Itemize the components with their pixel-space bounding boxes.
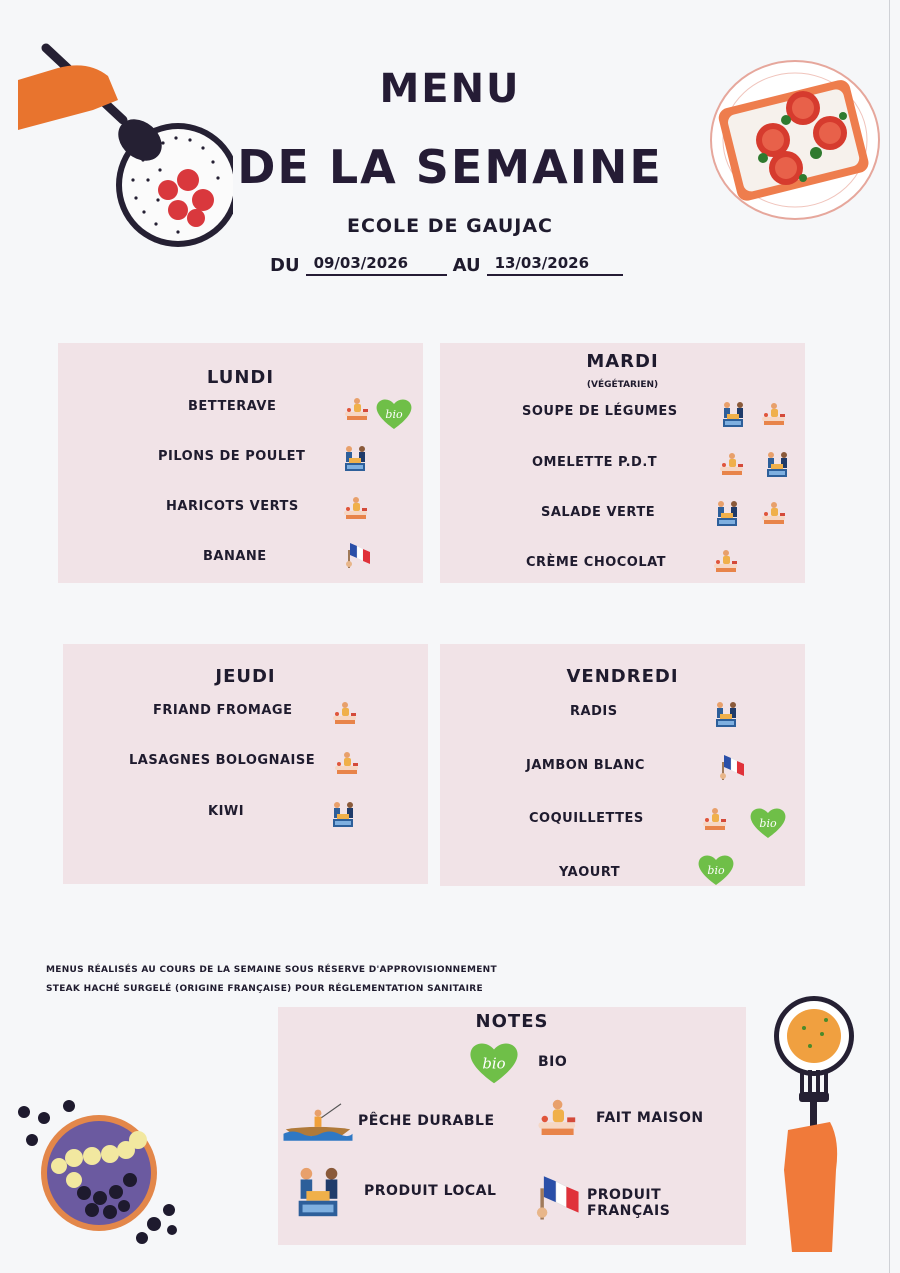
day-name: VENDREDI xyxy=(566,666,679,687)
dish-item: PILONS DE POULET xyxy=(158,449,306,464)
chef-cooking-icon xyxy=(716,450,746,480)
farmers-market-icon xyxy=(712,499,742,529)
chef-cooking-icon xyxy=(710,547,740,577)
legend-bio-label: BIO xyxy=(538,1054,568,1070)
day-card-jeudi xyxy=(63,644,428,884)
bio-heart-icon xyxy=(748,806,788,840)
title-line-1: MENU xyxy=(379,66,521,112)
legend-fait-maison-label: FAIT MAISON xyxy=(596,1110,704,1126)
dish-item: JAMBON BLANC xyxy=(526,758,645,773)
from-date: 09/03/2026 xyxy=(306,254,447,276)
legend-local-label: PRODUIT LOCAL xyxy=(364,1183,497,1199)
date-range xyxy=(270,254,623,276)
day-card-vendredi xyxy=(440,644,805,886)
chef-cooking-icon xyxy=(341,395,371,425)
fishing-boat-icon xyxy=(282,1097,354,1143)
chef-cooking-icon xyxy=(758,400,788,430)
day-card-lundi xyxy=(58,343,423,583)
dish-item: OMELETTE P.D.T xyxy=(532,455,658,470)
dish-item: COQUILLETTES xyxy=(529,811,644,826)
day-name: MARDI xyxy=(586,351,659,372)
dish-item: FRIAND FROMAGE xyxy=(153,703,293,718)
farmers-market-icon xyxy=(718,400,748,430)
dish-item: CRÈME CHOCOLAT xyxy=(526,555,667,570)
dish-item: RADIS xyxy=(570,704,618,719)
to-date: 13/03/2026 xyxy=(487,254,623,276)
dish-item: BANANE xyxy=(203,549,267,564)
bio-heart-icon xyxy=(696,853,736,887)
dish-item: SALADE VERTE xyxy=(541,505,656,520)
dish-item: BETTERAVE xyxy=(188,399,277,414)
chef-cooking-icon xyxy=(331,749,361,779)
french-flag-icon xyxy=(530,1169,582,1225)
bio-heart-icon xyxy=(466,1040,522,1086)
french-flag-icon xyxy=(716,752,746,782)
title-line-2: DE LA SEMAINE xyxy=(237,140,663,194)
legend-card xyxy=(278,1007,746,1245)
footnote-supply: MENUS RÉALISÉS AU COURS DE LA SEMAINE SOUS RÉSERVE D'APPROVISIONNEMENT xyxy=(46,965,497,975)
dish-item: HARICOTS VERTS xyxy=(166,499,299,514)
legend-peche-label: PÊCHE DURABLE xyxy=(358,1113,495,1129)
farmers-market-icon xyxy=(711,700,741,730)
french-flag-icon xyxy=(342,540,372,570)
school-name: ECOLE DE GAUJAC xyxy=(346,215,553,237)
chef-cooking-icon xyxy=(340,494,370,524)
day-note: (VÉGÉTARIEN) xyxy=(586,380,659,390)
day-card-mardi xyxy=(440,343,805,583)
farmers-market-icon xyxy=(762,450,792,480)
day-name: LUNDI xyxy=(206,367,275,388)
legend-title: NOTES xyxy=(475,1011,549,1032)
legend-francais-label: PRODUIT FRANÇAIS xyxy=(587,1187,671,1219)
farmers-market-icon xyxy=(340,444,370,474)
chef-cooking-icon xyxy=(528,1095,584,1143)
chef-cooking-icon xyxy=(329,699,359,729)
farmers-market-icon xyxy=(328,800,358,830)
berry-bowl-illustration xyxy=(14,1098,184,1246)
dish-item: KIWI xyxy=(208,804,245,819)
farmers-market-icon xyxy=(288,1164,348,1222)
chef-cooking-icon xyxy=(758,499,788,529)
dish-item: SOUPE DE LÉGUMES xyxy=(522,404,678,419)
day-name: JEUDI xyxy=(215,666,276,687)
dish-item: YAOURT xyxy=(559,865,621,880)
to-label: AU xyxy=(452,255,481,276)
footnote-steak: STEAK HACHÉ SURGELÉ (ORIGINE FRANÇAISE) POUR RÉGLEMENTATION SANITAIRE xyxy=(46,984,483,994)
chef-cooking-icon xyxy=(699,805,729,835)
from-label: DU xyxy=(270,255,300,276)
dish-item: LASAGNES BOLOGNAISE xyxy=(129,753,316,768)
fork-hand-illustration xyxy=(770,990,862,1255)
bio-heart-icon xyxy=(374,397,414,431)
